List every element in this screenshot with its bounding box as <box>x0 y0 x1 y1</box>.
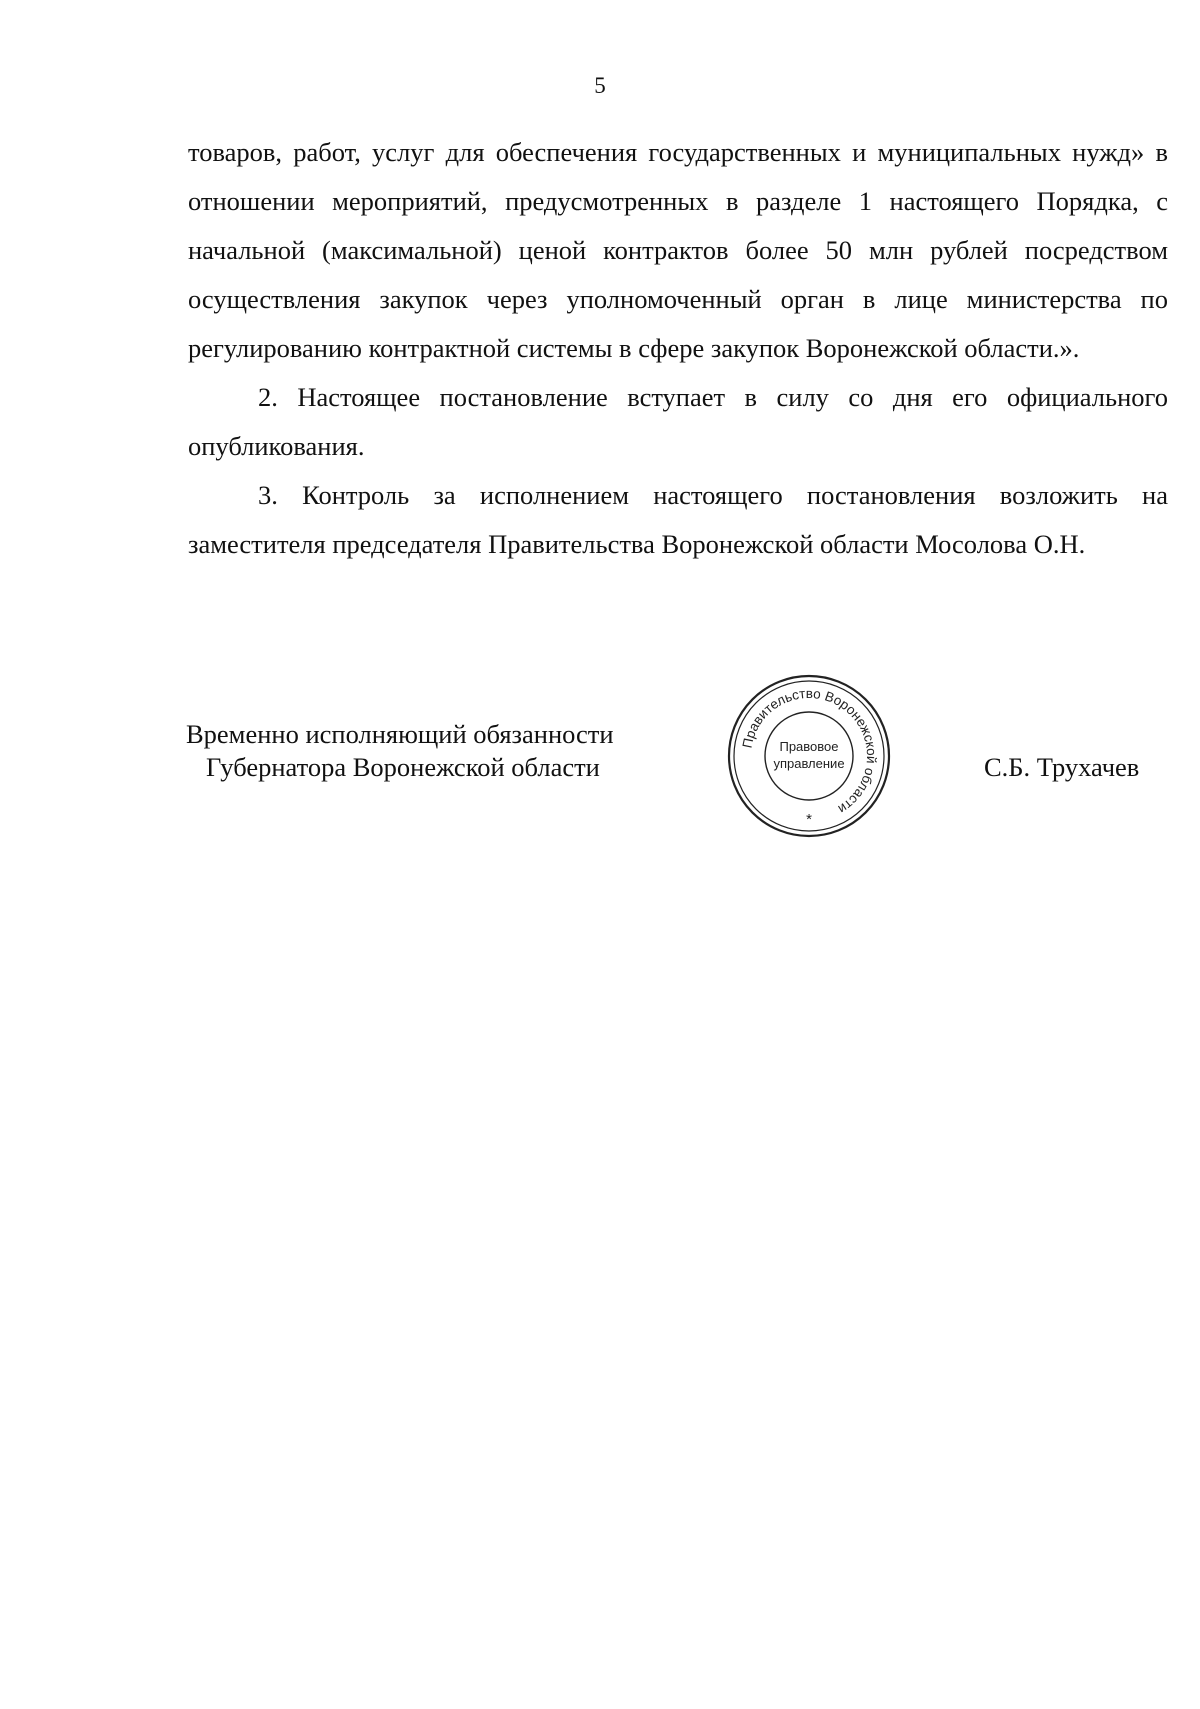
paragraph-3: 3. Контроль за исполнением настоящего постановления возложить на заместителя председателя Правительства Воронежской области Мосолова О.Н. <box>188 480 1168 559</box>
signatory-position-line1: Временно исполняющий обязанности <box>186 719 614 749</box>
stamp-seal <box>725 672 893 840</box>
stamp-center-line1: Правовое <box>779 739 839 754</box>
signatory-position <box>186 718 614 784</box>
page-number: 5 <box>594 73 606 98</box>
document-body <box>188 128 1168 569</box>
stamp-center-line2: управление <box>773 756 845 771</box>
stamp-star-icon: * <box>806 811 812 828</box>
official-stamp <box>725 672 893 840</box>
signatory-name: С.Б. Трухачев <box>984 752 1140 782</box>
paragraph-2: 2. Настоящее постановление вступает в силу со дня его официального опубликования. <box>188 382 1168 461</box>
signatory-position-line2: Губернатора Воронежской области <box>206 752 600 782</box>
paragraph-continuation: товаров, работ, услуг для обеспечения государственных и муниципальных нужд» в отношении мероприятий, предусмотренных в разделе 1 настоящего Порядка, с начальной (максимальной) ценой контрактов более 50 млн рублей посредством осуществления закупок через уполномоченный орган в лице министерства по регулированию контрактной системы в сфере закупок Воронежской области.». <box>188 137 1168 363</box>
stamp-outer-text: Правительство Воронежской области <box>739 685 880 817</box>
